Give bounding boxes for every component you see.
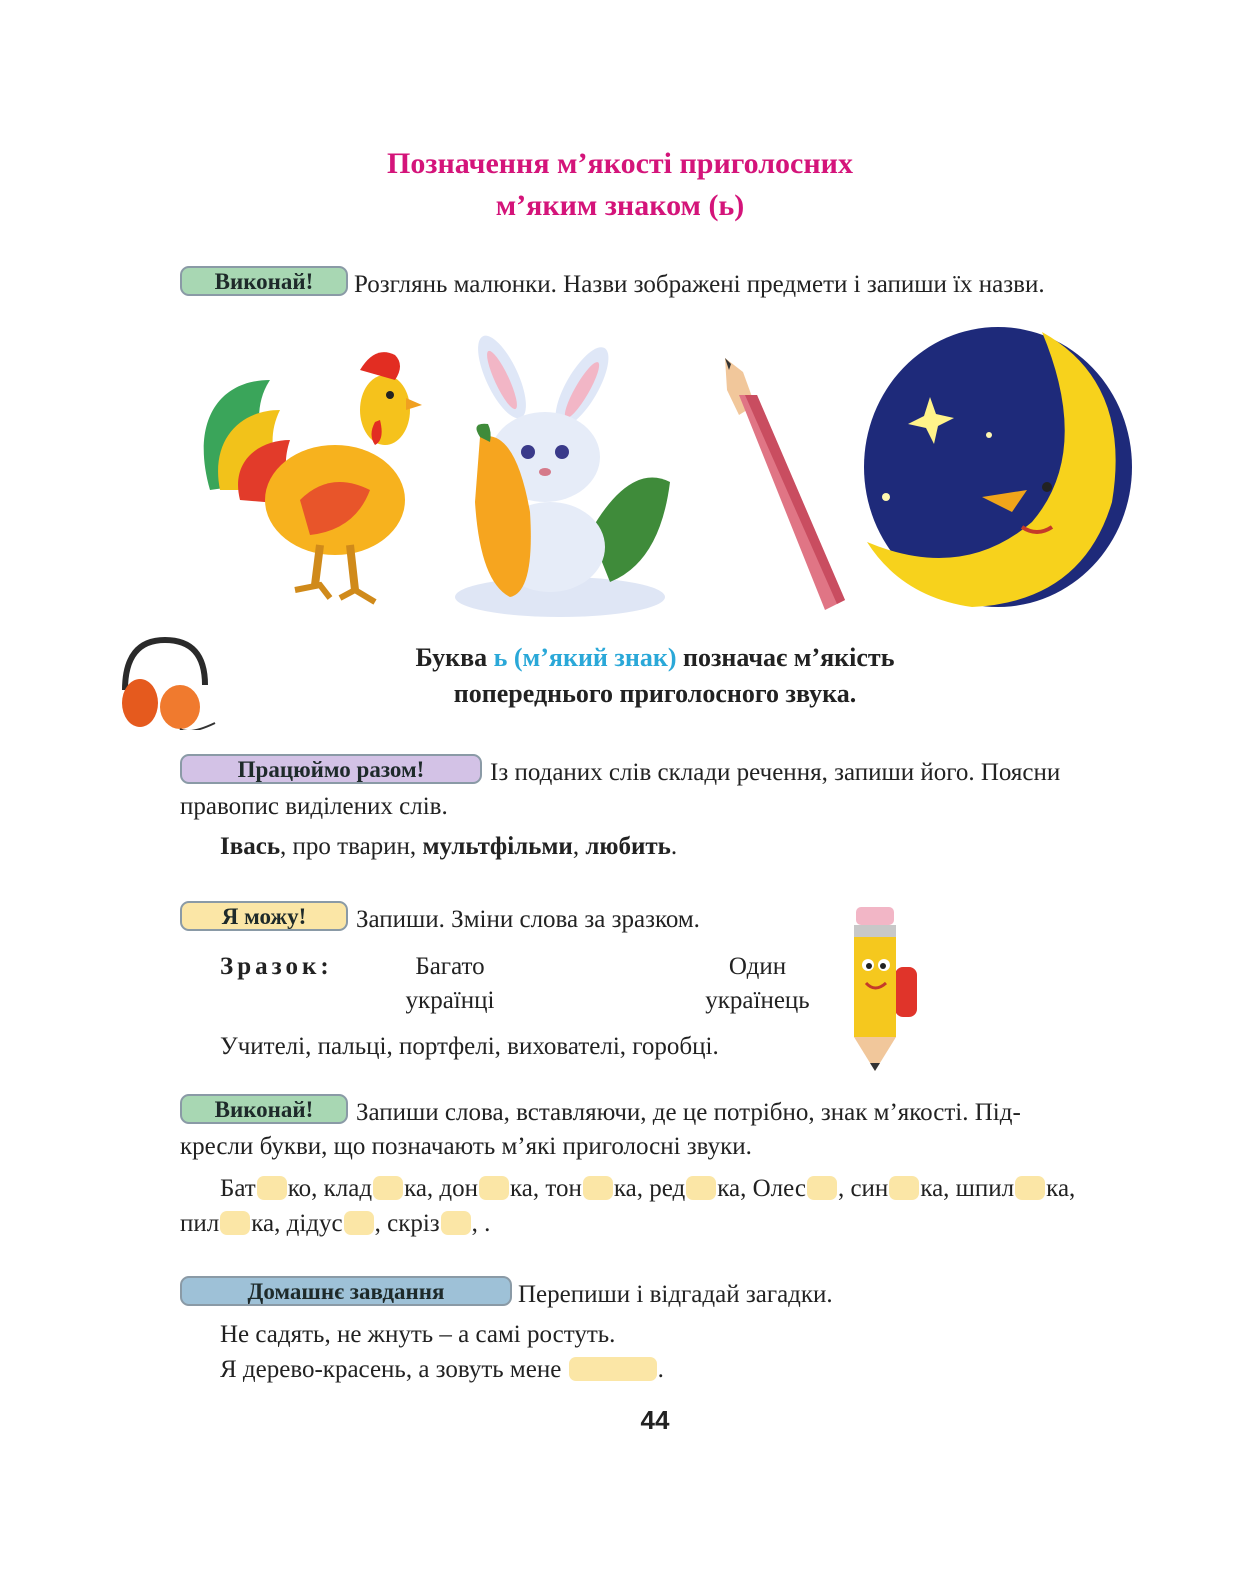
task2-words: Івась, про тварин, мультфільми, любить.: [220, 833, 678, 860]
headphones-icon: [110, 635, 220, 730]
riddle-line-2: Я дерево-красень, а зовуть мене .: [220, 1356, 664, 1383]
moon-image: [862, 322, 1134, 612]
sample-label: Зразок:: [220, 953, 333, 980]
task-label-do: Виконай!: [180, 266, 348, 296]
task-label-do-2: Виконай!: [180, 1094, 348, 1124]
sample-col1: Багато українці: [405, 953, 495, 1014]
task4-words-line1: Бат ко, клад ка, дон ка, тон ка, ред ка, Олес , син ка, шпил ка,: [220, 1175, 1076, 1202]
rule-highlight: ь (м’який знак): [493, 643, 677, 672]
task3-words: Учителі, пальці, портфелі, вихователі, горобці.: [220, 1033, 719, 1060]
bunny-image: [440, 332, 680, 622]
blank-slot[interactable]: [807, 1176, 837, 1200]
blank-slot[interactable]: [257, 1176, 287, 1200]
task-label-homework: Домашнє завдання: [180, 1276, 512, 1306]
task-label-i-can: Я можу!: [180, 901, 348, 931]
task5-instruction: Перепиши і відгадай загадки.: [518, 1281, 833, 1308]
rooster-image: [180, 340, 430, 615]
answer-blank[interactable]: [569, 1357, 657, 1381]
task4-instruction-2: кресли букви, що позначають м’які приголосні звуки.: [180, 1133, 752, 1160]
task3-instruction: Запиши. Зміни слова за зразком.: [356, 906, 700, 933]
sample-col2: Один українець: [705, 953, 810, 1014]
task-label-work-together: Працюймо разом!: [180, 754, 482, 784]
rule-text: Буква ь (м’який знак) позначає м’якість попереднього приголосного звука.: [415, 643, 895, 708]
task2-instruction-2: правопис виділених слів.: [180, 793, 448, 820]
task2-instruction-1: Із поданих слів склади речення, запиши його. Поясни: [490, 759, 1061, 786]
task1-instruction: Розглянь малюнки. Назви зображені предмети і запиши їх назви.: [354, 271, 1045, 298]
blank-slot[interactable]: [220, 1211, 250, 1235]
pencil-character-icon: [840, 905, 920, 1073]
page-number: 44: [640, 1405, 670, 1435]
riddle-line-1: Не садять, не жнуть – а самі ростуть.: [220, 1321, 616, 1348]
task4-words-line2: пил ка, дідус , скріз , .: [180, 1210, 491, 1237]
blank-slot[interactable]: [441, 1211, 471, 1235]
blank-slot[interactable]: [373, 1176, 403, 1200]
blank-slot[interactable]: [344, 1211, 374, 1235]
blank-slot[interactable]: [889, 1176, 919, 1200]
page-title: [0, 143, 1240, 227]
task4-instruction-1: Запиши слова, вставляючи, де це потрібно, знак м’якості. Під-: [356, 1099, 1021, 1126]
blank-slot[interactable]: [479, 1176, 509, 1200]
title-line-2: м’яким знаком (ь): [495, 189, 745, 222]
pencil-image: [715, 350, 855, 615]
blank-slot[interactable]: [686, 1176, 716, 1200]
blank-slot[interactable]: [583, 1176, 613, 1200]
title-line-1: Позначення м’якості приголосних: [387, 147, 853, 180]
blank-slot[interactable]: [1015, 1176, 1045, 1200]
